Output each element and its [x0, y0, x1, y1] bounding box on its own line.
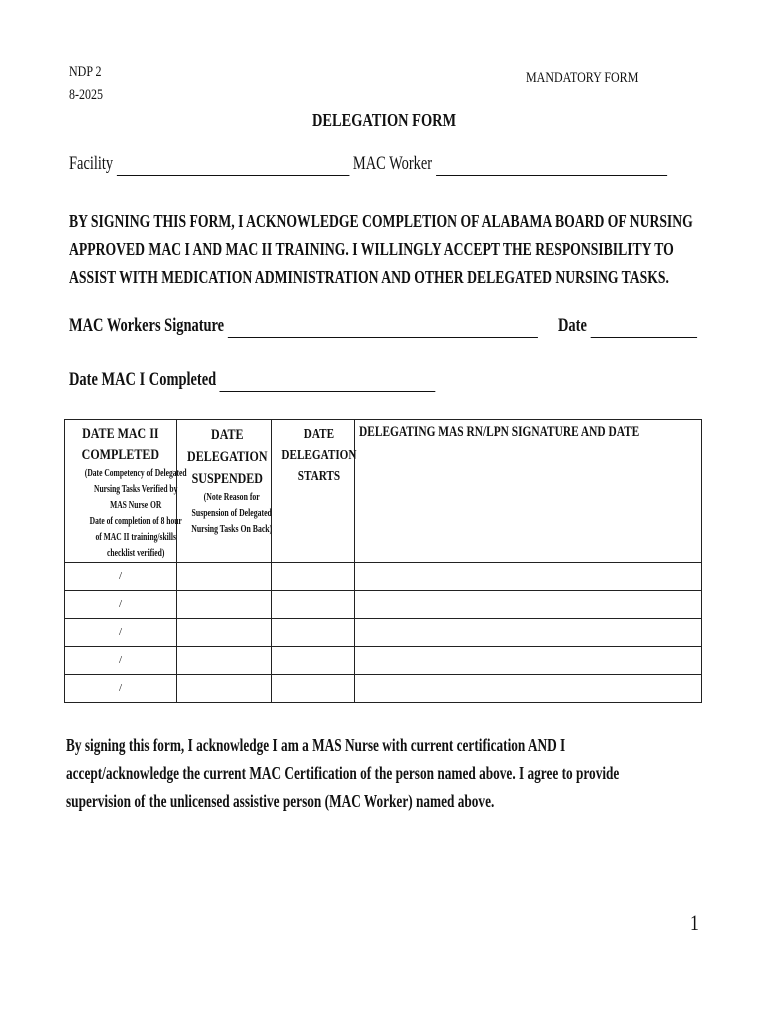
- delegating-signature-cell[interactable]: [355, 563, 702, 591]
- suspended-date-cell[interactable]: [177, 619, 272, 647]
- table-row: [65, 647, 702, 675]
- col-mac2-completed-header: DATE MAC II COMPLETED (Date Competency of Delegated Nursing Tasks Verified by MAS Nurse OR Date of completion of 8 hour of MAC II training/skills checklist verified): [65, 420, 177, 563]
- facility-worker-row: [69, 153, 770, 176]
- suspended-date-cell[interactable]: [177, 675, 272, 703]
- delegating-signature-cell[interactable]: [355, 619, 702, 647]
- table-row: [65, 619, 702, 647]
- signature-date-field[interactable]: [590, 315, 696, 338]
- table-row: [65, 591, 702, 619]
- mac2-date-cell[interactable]: /: [65, 591, 177, 619]
- starts-date-cell[interactable]: [272, 647, 355, 675]
- form-code: NDP 2: [69, 64, 102, 80]
- col-delegation-suspended-header: DATE DELEGATION SUSPENDED (Note Reason for Suspension of Delegated Nursing Tasks On Back): [177, 420, 272, 563]
- starts-date-cell[interactable]: [272, 619, 355, 647]
- delegating-signature-cell[interactable]: [355, 591, 702, 619]
- delegating-signature-cell[interactable]: [355, 675, 702, 703]
- mac1-completed-row: [69, 369, 551, 392]
- delegating-signature-cell[interactable]: [355, 647, 702, 675]
- mac1-completed-label: Date MAC I Completed: [69, 369, 217, 390]
- suspended-date-cell[interactable]: [177, 647, 272, 675]
- mac-worker-label: MAC Worker: [352, 153, 433, 174]
- col-delegation-starts-header: DATE DELEGATION STARTS: [272, 420, 355, 563]
- table-row: [65, 563, 702, 591]
- mac2-date-cell[interactable]: /: [65, 675, 177, 703]
- starts-date-cell[interactable]: [272, 675, 355, 703]
- form-revision-date: 8-2025: [69, 87, 103, 103]
- mac-worker-field[interactable]: [436, 153, 667, 176]
- suspended-date-cell[interactable]: [177, 591, 272, 619]
- mandatory-label: MANDATORY FORM: [526, 70, 639, 86]
- table-row: [65, 675, 702, 703]
- delegation-table: [64, 419, 702, 703]
- starts-date-cell[interactable]: [272, 591, 355, 619]
- mac2-date-cell[interactable]: /: [65, 619, 177, 647]
- facility-field[interactable]: [117, 153, 350, 176]
- page-number: 1: [690, 910, 699, 935]
- mac-signature-field[interactable]: [228, 315, 538, 338]
- mac-signature-label: MAC Workers Signature: [69, 315, 225, 336]
- suspended-date-cell[interactable]: [177, 563, 272, 591]
- signature-date-label: Date: [558, 315, 587, 336]
- signature-date-row: [558, 315, 741, 338]
- acknowledgement-text: BY SIGNING THIS FORM, I ACKNOWLEDGE COMPLETION OF ALABAMA BOARD OF NURSING APPROVED MAC I AND MAC II TRAINING. I WILLINGLY ACCEPT THE RESPONSIBILITY TO ASSIST WITH MEDICATION ADMINISTRATION AND OTHER DELEGATED NURSING TASKS.: [69, 211, 693, 287]
- mac2-date-cell[interactable]: /: [65, 647, 177, 675]
- nurse-acknowledgement-text: By signing this form, I acknowledge I am a MAS Nurse with current certification AND I accept/acknowledge the current MAC Certification of the person named above. I agree to provide supervision of the unlicensed assistive person (MAC Worker) named above.: [66, 735, 620, 811]
- col-delegating-signature-header: DELEGATING MAS RN/LPN SIGNATURE AND DATE: [355, 420, 702, 563]
- page-title: DELEGATION FORM: [312, 110, 457, 130]
- facility-label: Facility: [69, 153, 114, 174]
- starts-date-cell[interactable]: [272, 563, 355, 591]
- table-header-row: [65, 420, 702, 563]
- mac2-date-cell[interactable]: /: [65, 563, 177, 591]
- mac1-completed-field[interactable]: [220, 369, 436, 392]
